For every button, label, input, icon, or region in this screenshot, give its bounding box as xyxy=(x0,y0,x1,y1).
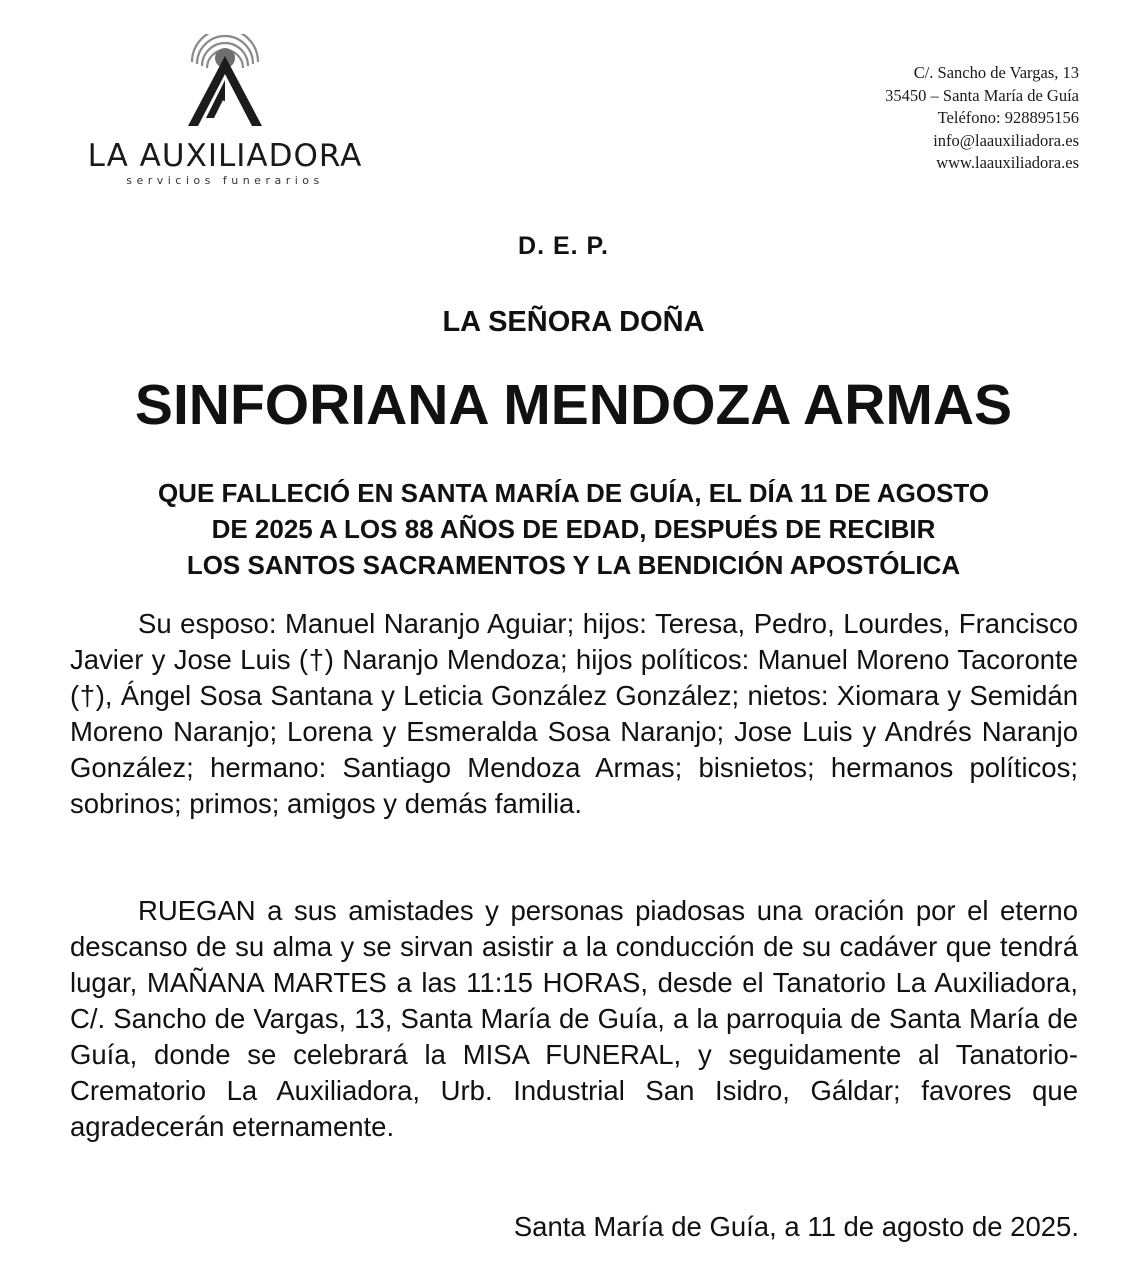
dep-heading: D. E. P. xyxy=(518,232,609,260)
request-paragraph: RUEGAN a sus amistades y personas piadosas una oración por el eterno descanso de su alma y se sirvan asistir a la conducción de su cadáver que tendrá lugar, MAÑANA MARTES a las 11:15 HORAS, desde el Tanatorio La Auxiliadora, C/. Sancho de Vargas, 13, Santa María de Guía, a la parroquia de Santa María de Guía, donde se celebrará la MISA FUNERAL, y seguidamente al Tanatorio-Crematorio La Auxiliadora, Urb. Industrial San Isidro, Gáldar; favores que agradecerán eternamente. xyxy=(70,895,1078,1142)
logo-tagline: servicios funerarios xyxy=(126,174,324,187)
contact-website[interactable]: www.laauxiliadora.es xyxy=(936,153,1079,172)
header xyxy=(0,0,1127,210)
death-line: DE 2025 A LOS 88 AÑOS DE EDAD, DESPUÉS DE RECIBIR xyxy=(211,514,936,544)
death-line: QUE FALLECIÓ EN SANTA MARÍA DE GUÍA, EL DÍA 11 DE AGOSTO xyxy=(157,478,990,508)
contact-address: C/. Sancho de Vargas, 13 xyxy=(913,63,1079,82)
logo-emblem-icon xyxy=(170,34,280,130)
contact-city: 35450 – Santa María de Guía xyxy=(885,85,1079,105)
honorific: LA SEÑORA DOÑA xyxy=(442,306,705,338)
contact-phone: Teléfono: 928895156 xyxy=(937,108,1079,127)
contact-block xyxy=(885,62,1079,175)
deceased-name: SINFORIANA MENDOZA ARMAS xyxy=(134,373,1013,437)
logo-name: LA AUXILIADORA xyxy=(87,138,363,174)
family-paragraph: Su esposo: Manuel Naranjo Aguiar; hijos: Teresa, Pedro, Lourdes, Francisco Javier y Jose Luis (†) Naranjo Mendoza; hijos políticos: Manuel Moreno Tacoronte (†), Ángel Sosa Santana y Leticia González González; nietos: Xiomara y Semidán Moreno Naranjo; Lorena y Esmeralda Sosa Naranjo; Jose Luis y Andrés Naranjo González; hermano: Santiago Mendoza Armas; bisnietos; hermanos políticos; sobrinos; primos; amigos y demás familia. xyxy=(70,608,1078,819)
signature-line: Santa María de Guía, a 11 de agosto de 2025. xyxy=(513,1211,1079,1242)
contact-email[interactable]: info@laauxiliadora.es xyxy=(933,130,1079,150)
company-logo xyxy=(60,30,390,195)
death-line: LOS SANTOS SACRAMENTOS Y LA BENDICIÓN APOSTÓLICA xyxy=(186,550,961,580)
death-notice xyxy=(60,475,1087,583)
